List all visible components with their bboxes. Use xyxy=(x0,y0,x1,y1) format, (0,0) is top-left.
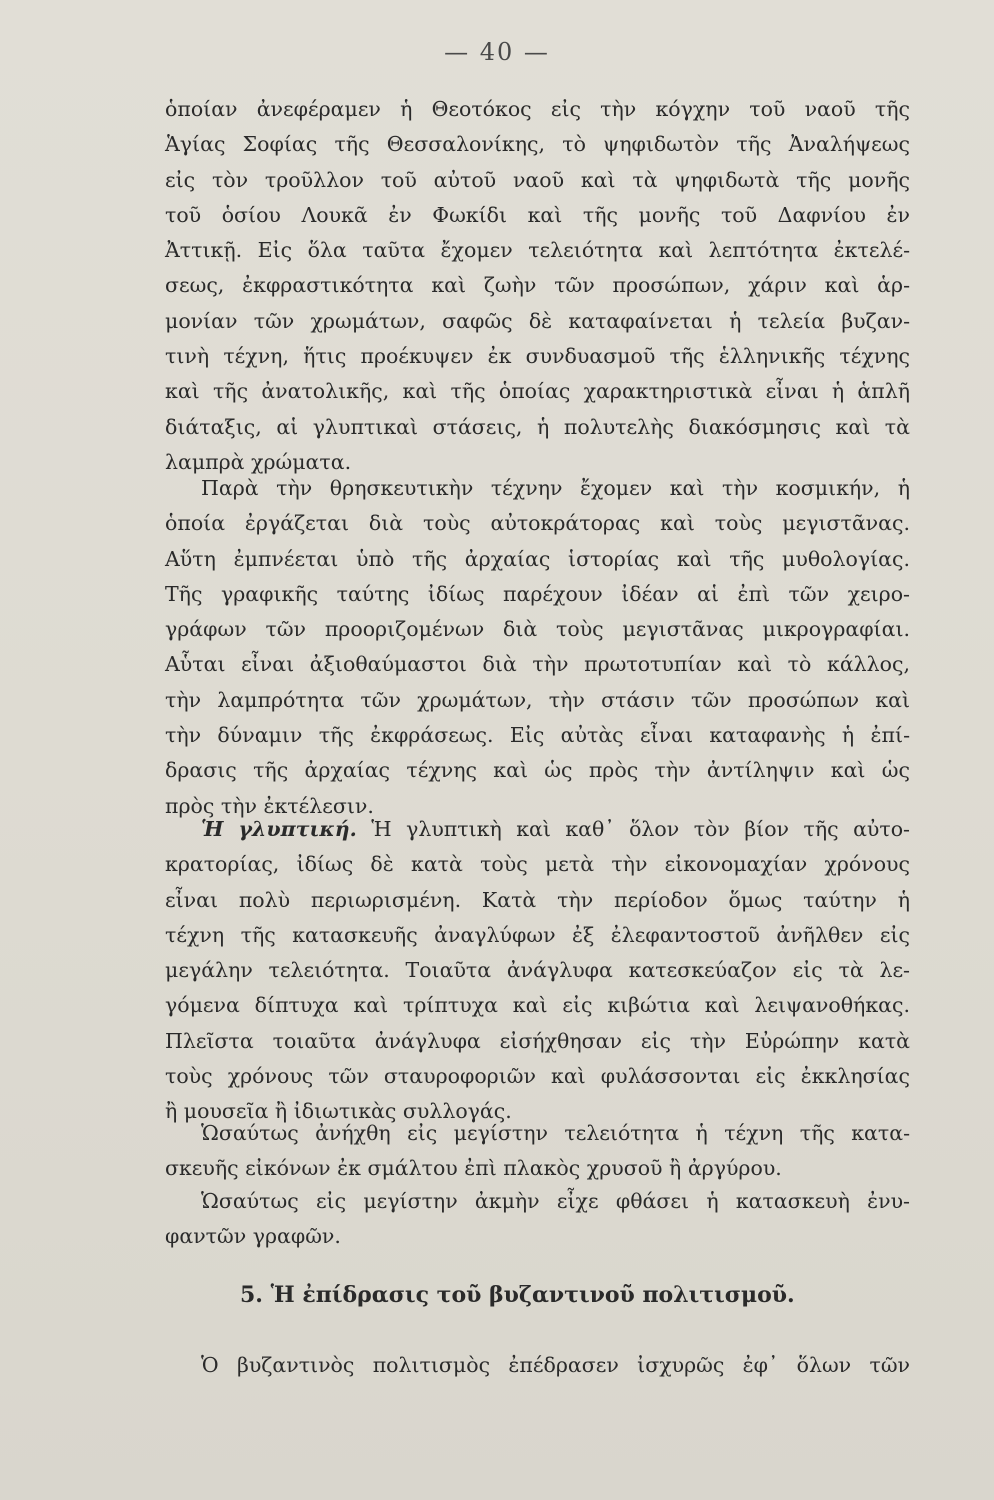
text-line: δρασις τῆς ἀρχαίας τέχνης καὶ ὡς πρὸς τὴν ἀντίληψιν καὶ ὡς xyxy=(165,758,910,783)
text-line: σκευῆς εἰκόνων ἐκ σμάλτου ἐπὶ πλακὸς χρυσοῦ ἢ ἀργύρου. xyxy=(165,1156,782,1181)
text-line: Ἀττικῇ. Εἰς ὅλα ταῦτα ἔχομεν τελειότητα καὶ λεπτότητα ἐκτελέ- xyxy=(165,238,910,263)
text-line: Ὁ βυζαντινὸς πολιτισμὸς ἐπέδρασεν ἰσχυρῶς ἐφ᾽ ὅλων τῶν xyxy=(201,1353,910,1377)
text-line: Τῆς γραφικῆς ταύτης ἰδίως παρέχουν ἰδέαν αἱ ἐπὶ τῶν χειρο- xyxy=(165,581,910,606)
text-fragment: Ἡ γλυπτικὴ καὶ καθ᾽ ὅλον τὸν βίον τῆς αὐτο- xyxy=(371,817,910,841)
text-line: Ὡσαύτως εἰς μεγίστην ἀκμὴν εἶχε φθάσει ἡ κατασκευὴ ἐνυ- xyxy=(201,1189,910,1213)
text-line: ὁποίαν ἀνεφέραμεν ἡ Θεοτόκος εἰς τὴν κόγχην τοῦ ναοῦ τῆς xyxy=(165,97,910,121)
text-line: κρατορίας, ἰδίως δὲ κατὰ τοὺς μετὰ τὴν εἰκονομαχίαν χρόνους xyxy=(165,852,910,877)
text-line: Αὕτη ἐμπνέεται ὑπὸ τῆς ἀρχαίας ἱστορίας καὶ τῆς μυθολογίας. xyxy=(165,546,910,571)
text-line: Πλεῖστα τοιαῦτα ἀνάγλυφα εἰσήχθησαν εἰς τὴν Εὐρώπην κατὰ xyxy=(165,1028,910,1053)
text-line: εἶναι πολὺ περιωρισμένη. Κατὰ τὴν περίοδον ὅμως ταύτην ἡ xyxy=(165,887,910,912)
page-number: — 40 — xyxy=(444,38,550,66)
paragraph-6 xyxy=(165,1348,910,1383)
subheading-sculpture: Ἡ γλυπτική. xyxy=(201,817,357,841)
paragraph-4 xyxy=(165,1116,910,1187)
text-line: τέχνη τῆς κατασκευῆς ἀναγλύφων ἐξ ἐλεφαντοστοῦ ἀνῆλθεν εἰς xyxy=(165,922,910,947)
text-line: τὴν δύναμιν τῆς ἐκφράσεως. Εἰς αὐτὰς εἶναι καταφανὴς ἡ ἐπί- xyxy=(165,723,910,748)
text-line: τὴν λαμπρότητα τῶν χρωμάτων, τὴν στάσιν τῶν προσώπων καὶ xyxy=(165,687,910,712)
text-line: ὁποία ἐργάζεται διὰ τοὺς αὐτοκράτορας καὶ τοὺς μεγιστᾶνας. xyxy=(165,511,910,536)
text-line: διάταξις, αἱ γλυπτικαὶ στάσεις, ἡ πολυτελὴς διακόσμησις καὶ τὰ xyxy=(165,414,910,439)
text-line xyxy=(165,812,910,847)
text-line: λαμπρὰ χρώματα. xyxy=(165,449,352,474)
section-heading: 5. Ἡ ἐπίδρασις τοῦ βυζαντινοῦ πολιτισμοῦ. xyxy=(240,1282,795,1308)
text-line: τοὺς χρόνους τῶν σταυροφοριῶν καὶ φυλάσσονται εἰς ἐκκλησίας xyxy=(165,1064,910,1089)
text-line: Παρὰ τὴν θρησκευτικὴν τέχνην ἔχομεν καὶ τὴν κοσμικήν, ἡ xyxy=(201,476,910,500)
text-line: μεγάλην τελειότητα. Τοιαῦτα ἀνάγλυφα κατεσκεύαζον εἰς τὰ λε- xyxy=(165,958,910,983)
text-line: ἢ μουσεῖα ἢ ἰδιωτικὰς συλλογάς. xyxy=(165,1099,512,1124)
text-line: Ὡσαύτως ἀνήχθη εἰς μεγίστην τελειότητα ἡ τέχνη τῆς κατα- xyxy=(201,1121,910,1145)
text-line: τινὴ τέχνη, ἥτις προέκυψεν ἐκ συνδυασμοῦ τῆς ἑλληνικῆς τέχνης xyxy=(165,344,910,369)
text-line: μονίαν τῶν χρωμάτων, σαφῶς δὲ καταφαίνεται ἡ τελεία βυζαν- xyxy=(165,308,910,333)
paragraph-3 xyxy=(165,812,910,1130)
text-line: τοῦ ὁσίου Λουκᾶ ἐν Φωκίδι καὶ τῆς μονῆς τοῦ Δαφνίου ἐν xyxy=(165,202,910,227)
text-line: Ἁγίας Σοφίας τῆς Θεσσαλονίκης, τὸ ψηφιδωτὸν τῆς Ἀναλήψεως xyxy=(165,132,910,157)
text-line: πρὸς τὴν ἐκτέλεσιν. xyxy=(165,793,374,818)
text-line: γράφων τῶν προοριζομένων διὰ τοὺς μεγιστᾶνας μικρογραφίαι. xyxy=(165,617,910,642)
paragraph-1 xyxy=(165,92,910,480)
text-line: εἰς τὸν τροῦλλον τοῦ αὐτοῦ ναοῦ καὶ τὰ ψηφιδωτὰ τῆς μονῆς xyxy=(165,167,910,192)
text-line: σεως, ἐκφραστικότητα καὶ ζωὴν τῶν προσώπων, χάριν καὶ ἁρ- xyxy=(165,273,910,298)
paragraph-2 xyxy=(165,471,910,824)
paragraph-5 xyxy=(165,1184,910,1255)
text-line: γόμενα δίπτυχα καὶ τρίπτυχα καὶ εἰς κιβώτια καὶ λειψανοθήκας. xyxy=(165,993,910,1018)
text-line: Αὗται εἶναι ἀξιοθαύμαστοι διὰ τὴν πρωτοτυπίαν καὶ τὸ κάλλος, xyxy=(165,652,910,677)
text-line: καὶ τῆς ἀνατολικῆς, καὶ τῆς ὁποίας χαρακτηριστικὰ εἶναι ἡ ἁπλῆ xyxy=(165,379,910,404)
text-line: φαντῶν γραφῶν. xyxy=(165,1224,341,1249)
